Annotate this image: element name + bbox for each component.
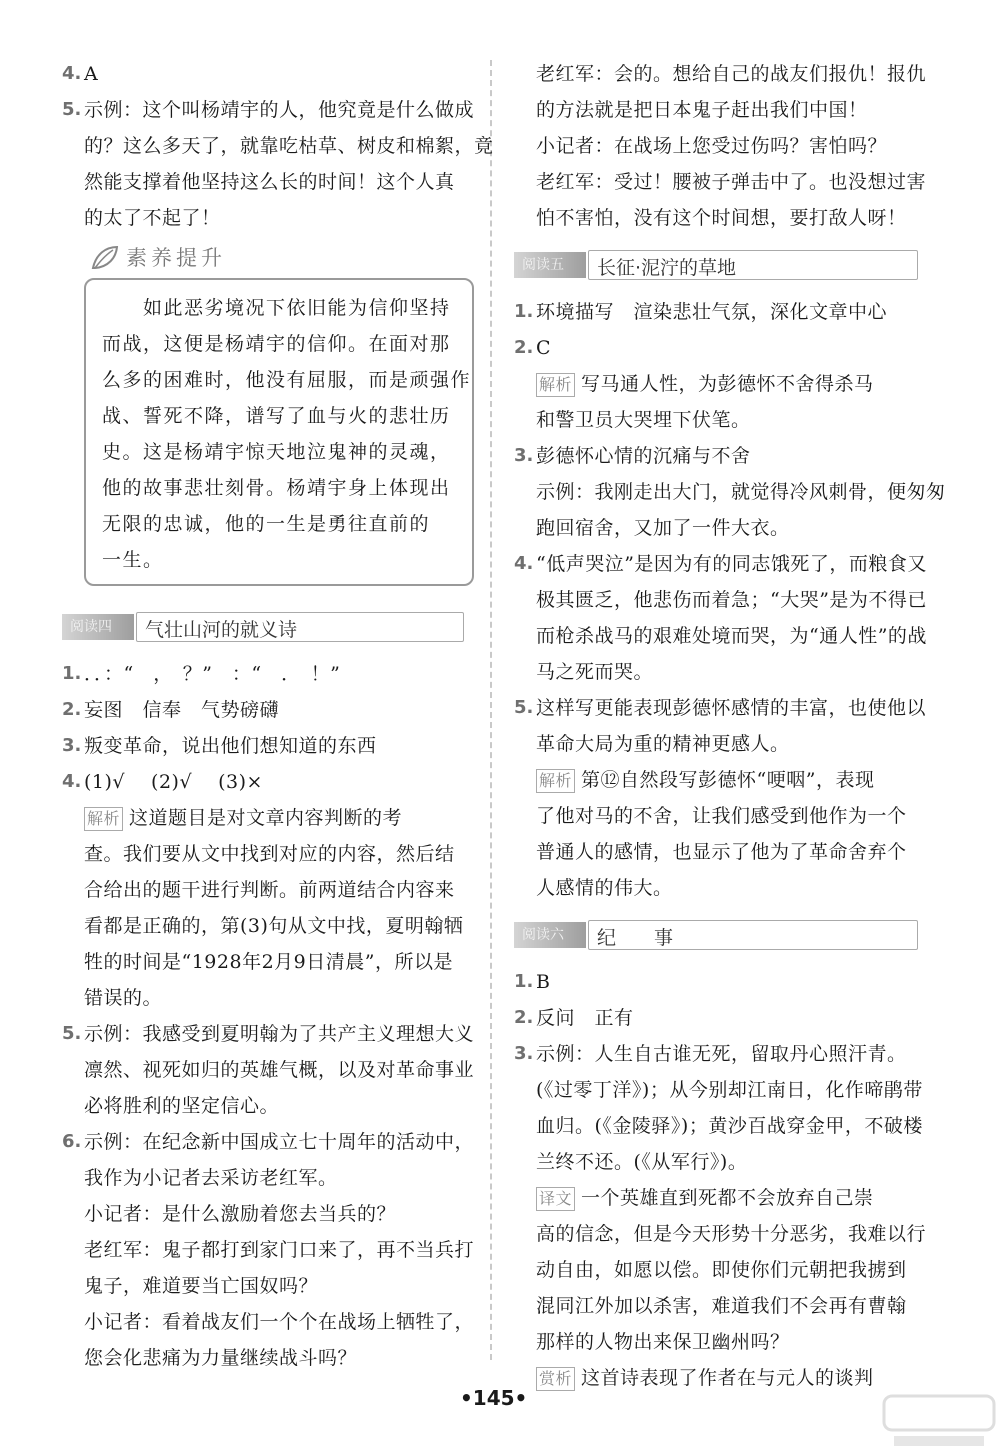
leaf-icon — [90, 244, 120, 272]
answer-line: 兰终不还。(《从军行》)。 — [536, 1151, 748, 1173]
boost-line: 如此恶劣境况下依旧能为信仰坚持 — [102, 297, 451, 319]
section-badge-label: 阅读六 — [522, 927, 564, 943]
item-number: 3. — [514, 1043, 534, 1064]
appreciation-tag: 赏析 — [536, 1367, 575, 1391]
analysis-text: 这道题目是对文章内容判断的考 — [129, 807, 403, 829]
section-badge-label: 阅读四 — [70, 619, 112, 635]
boost-line: 么多的困难时，他没有屈服，而是顽强作 — [102, 369, 472, 391]
item-number: 2. — [514, 1007, 534, 1028]
section-title: 长征·泥泞的草地 — [597, 257, 737, 279]
answer-line: 叛变革命，说出他们想知道的东西 — [84, 735, 377, 757]
item-number: 5. — [62, 99, 82, 120]
answer-line: “低声哭泣”是因为有的同志饿死了，而粮食又 — [536, 553, 927, 575]
answer-line: (1)√ (2)√ (3)× — [84, 771, 263, 793]
analysis-line: 和警卫员大哭埋下伏笔。 — [536, 409, 751, 431]
boost-line: 史。这是杨靖宇惊天地泣鬼神的灵魂， — [102, 441, 451, 463]
answer-line: 跑回宿舍，又加了一件大衣。 — [536, 517, 790, 539]
answer-item-4b — [62, 764, 472, 1016]
answer-line: 革命大局为重的精神更感人。 — [536, 733, 790, 755]
answer-line: 小记者：是什么激励着您去当兵的？ — [84, 1203, 397, 1225]
analysis-tag: 解析 — [536, 769, 575, 793]
answer-line: 必将胜利的坚定信心。 — [84, 1095, 280, 1117]
answer-item-2 — [62, 692, 472, 728]
answer-line: 血归。(《金陵驿》)；黄沙百战穿金甲，不破楼 — [536, 1115, 923, 1137]
translation-line: 混同江外加以杀害，难道我们不会再有曹翰 — [536, 1295, 907, 1317]
appreciation-text: 这首诗表现了作者在与元人的谈判 — [581, 1367, 874, 1389]
item-number: 5. — [62, 1023, 82, 1044]
answer-line: 的？这么多天了，就靠吃枯草、树皮和棉絮，竟 — [84, 135, 494, 157]
analysis-tag: 解析 — [84, 807, 123, 831]
boost-line: 无限的忠诚，他的一生是勇往直前的 — [102, 513, 431, 535]
analysis-text: 第⑫自然段写彭德怀“哽咽”，表现 — [581, 769, 875, 791]
answer-line: 而枪杀战马的艰难处境而哭，为“通人性”的战 — [536, 625, 927, 647]
item-number: 2. — [62, 699, 82, 720]
answer-item-3 — [62, 728, 472, 764]
item-number: 1. — [62, 663, 82, 684]
item-number: 1. — [514, 301, 534, 322]
answer-line: 反问 正有 — [536, 1007, 634, 1029]
analysis-line — [536, 762, 926, 798]
boost-line: 战、誓死不降，谱写了血与火的悲壮历 — [102, 405, 451, 427]
continued-dialogue — [514, 56, 926, 236]
analysis-tag: 解析 — [536, 373, 575, 397]
section-title: 纪 事 — [597, 927, 674, 949]
column-divider — [490, 60, 492, 1360]
appreciation-line — [536, 1360, 926, 1396]
answer-line: 老红军：会的。想给自己的战友们报仇！报仇 — [536, 63, 927, 85]
boost-line: 而战，这便是杨靖宇的信仰。在面对那 — [102, 333, 451, 355]
answer-line: 示例：在纪念新中国成立七十周年的活动中， — [84, 1131, 475, 1153]
answer-item-4 — [514, 546, 926, 690]
literacy-boost-box — [84, 278, 474, 586]
analysis-line: 查。我们要从文中找到对应的内容，然后结 — [84, 843, 455, 865]
answer-item-5 — [62, 92, 494, 236]
answer-line: 彭德怀心情的沉痛与不舍 — [536, 445, 751, 467]
page-number: •145• — [460, 1386, 528, 1410]
section-title-box — [136, 612, 464, 642]
answer-line: 怕不害怕，没有这个时间想，要打敌人呀！ — [536, 207, 907, 229]
answer-line: C — [536, 337, 552, 359]
answer-line: B — [536, 971, 551, 993]
translation-line: 动自由，如愿以偿。即使你们元朝把我掳到 — [536, 1259, 907, 1281]
answer-item-2b — [514, 1000, 926, 1036]
translation-line — [536, 1180, 926, 1216]
answer-line: 鬼子，难道要当亡国奴吗？ — [84, 1275, 319, 1297]
translation-line: 那样的人物出来保卫幽州吗？ — [536, 1331, 790, 1353]
answer-line: 示例：我感受到夏明翰为了共产主义理想大义 — [84, 1023, 475, 1045]
item-number: 6. — [62, 1131, 82, 1152]
section-badge-label: 阅读五 — [522, 257, 564, 273]
literacy-boost-heading — [62, 240, 472, 278]
translation-text: 一个英雄直到死都不会放弃自己崇 — [581, 1187, 874, 1209]
answer-line: 妄图 信奉 气势磅礴 — [84, 699, 280, 721]
answer-item-5b — [62, 1016, 475, 1124]
analysis-line: 合给出的题干进行判断。前两道结合内容来 — [84, 879, 455, 901]
answer-item-6 — [62, 1124, 475, 1376]
section-header — [514, 920, 926, 950]
section-title-box — [588, 250, 918, 280]
section-badge — [514, 252, 586, 278]
boost-line: 一生。 — [102, 549, 164, 571]
answer-line: 极其匮乏，他悲伤而着急；“大哭”是为不得已 — [536, 589, 927, 611]
answer-line: ．．：“ ， ？” ：“ ． ！” — [84, 663, 341, 685]
answer-item-4 — [62, 56, 472, 92]
answer-item-2 — [514, 330, 926, 438]
analysis-line: 人感情的伟大。 — [536, 877, 673, 899]
answer-line: 老红军：鬼子都打到家门口来了，再不当兵打 — [84, 1239, 475, 1261]
answer-line: 老红军：受过！腰被子弹击中了。也没想过害 — [536, 171, 927, 193]
translation-tag: 译文 — [536, 1187, 575, 1211]
answer-line: 的方法就是把日本鬼子赶出我们中国！ — [536, 99, 868, 121]
answer-line: 小记者：在战场上您受过伤吗？害怕吗？ — [536, 135, 888, 157]
answer-line: 环境描写 渲染悲壮气氛，深化文章中心 — [536, 301, 888, 323]
answer-item-1b — [514, 964, 926, 1000]
answer-item-1 — [62, 656, 472, 692]
item-number: 3. — [62, 735, 82, 756]
answer-line: 示例：这个叫杨靖宇的人，他究竟是什么做成 — [84, 99, 475, 121]
item-number: 4. — [514, 553, 534, 574]
answer-line: (《过零丁洋》)；从今别却江南日，化作啼鹃带 — [536, 1079, 923, 1101]
item-number: 4. — [62, 771, 82, 792]
answer-line: 示例：我刚走出大门，就觉得冷风刺骨，便匆匆 — [536, 481, 946, 503]
answer-line: 示例：人生自古谁无死，留取丹心照汗青。 — [536, 1043, 907, 1065]
left-column — [62, 56, 494, 1376]
answer-item-3 — [514, 438, 946, 546]
section-header — [514, 250, 926, 280]
answer-line: 然能支撑着他坚持这么长的时间！这个人真 — [84, 171, 455, 193]
answer-line: A — [84, 63, 99, 85]
section-badge — [514, 922, 586, 948]
analysis-line — [536, 366, 926, 402]
answer-line: 这样写更能表现彭德怀感情的丰富，也使他以 — [536, 697, 927, 719]
analysis-line: 牲的时间是“1928年2月9日清晨”，所以是 — [84, 951, 453, 973]
analysis-line: 看都是正确的，第(3)句从文中找，夏明翰牺 — [84, 915, 464, 937]
answer-item-3b — [514, 1036, 926, 1396]
section-title-box — [588, 920, 918, 950]
literacy-boost-title: 素养提升 — [126, 246, 226, 270]
item-number: 3. — [514, 445, 534, 466]
watermark-logo — [880, 1392, 998, 1450]
answer-line: 马之死而哭。 — [536, 661, 654, 683]
answer-line: 凛然、视死如归的英雄气概，以及对革命事业 — [84, 1059, 475, 1081]
analysis-line: 错误的。 — [84, 987, 163, 1009]
section-header — [62, 612, 472, 642]
item-number: 4. — [62, 63, 82, 84]
answer-line: 您会化悲痛为力量继续战斗吗？ — [84, 1347, 358, 1369]
item-number: 1. — [514, 971, 534, 992]
analysis-line: 普通人的感情，也显示了他为了革命舍弃个 — [536, 841, 907, 863]
section-badge — [62, 614, 134, 640]
analysis-line — [84, 800, 472, 836]
analysis-text: 写马通人性，为彭德怀不舍得杀马 — [581, 373, 874, 395]
item-number: 2. — [514, 337, 534, 358]
answer-item-5 — [514, 690, 926, 906]
answer-line: 我作为小记者去采访老红军。 — [84, 1167, 338, 1189]
boost-line: 他的故事悲壮刻骨。杨靖宇身上体现出 — [102, 477, 451, 499]
answer-line: 小记者：看着战友们一个个在战场上牺牲了， — [84, 1311, 475, 1333]
answer-item-1 — [514, 294, 926, 330]
right-column — [514, 56, 946, 1396]
item-number: 5. — [514, 697, 534, 718]
section-title: 气壮山河的就义诗 — [145, 619, 298, 641]
analysis-line: 了他对马的不舍，让我们感受到他作为一个 — [536, 805, 907, 827]
answer-line: 的太了不起了！ — [84, 207, 221, 229]
translation-line: 高的信念，但是今天形势十分恶劣，我难以行 — [536, 1223, 927, 1245]
